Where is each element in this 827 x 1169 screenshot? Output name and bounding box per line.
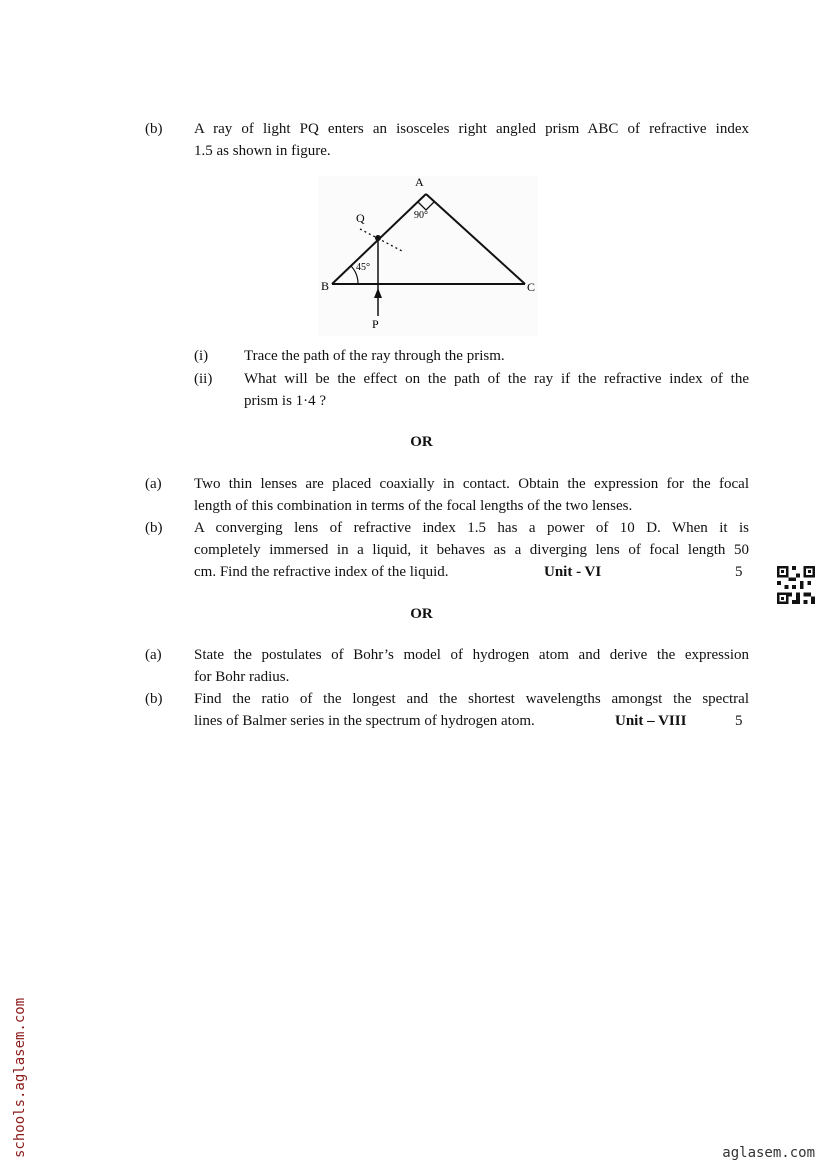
prism-diagram bbox=[318, 176, 538, 336]
unit-label: Unit – VIII bbox=[615, 713, 687, 729]
question-text: lines of Balmer series in the spectrum of hydrogen atom. bbox=[194, 713, 535, 729]
or-divider: OR bbox=[410, 434, 433, 450]
question-text: Find the ratio of the longest and the shortest wavelengths amongst the spectral bbox=[194, 691, 749, 707]
side-ac bbox=[426, 194, 525, 284]
sub-question-text: prism is 1·4 ? bbox=[244, 393, 327, 409]
marks: 5 bbox=[735, 713, 743, 729]
vertex-a-label: A bbox=[415, 176, 424, 189]
question-text: A ray of light PQ enters an isosceles right angled prism ABC of refractive index bbox=[194, 121, 749, 137]
question-label: (b) bbox=[145, 121, 163, 137]
point-p-label: P bbox=[372, 317, 379, 331]
question-text: 1.5 as shown in figure. bbox=[194, 143, 331, 159]
footer-watermark: aglasem.com bbox=[722, 1145, 815, 1161]
prism-figure bbox=[318, 176, 538, 336]
question-text: completely immersed in a liquid, it behaves as a diverging lens of focal length 50 bbox=[194, 542, 749, 558]
sub-question-text: What will be the effect on the path of the ray if the refractive index of the bbox=[244, 371, 749, 387]
sub-question-label: (i) bbox=[194, 348, 209, 364]
angle-b-label: 45° bbox=[356, 262, 370, 273]
vertex-b-label: B bbox=[321, 279, 330, 293]
question-label: (a) bbox=[145, 647, 162, 663]
question-label: (a) bbox=[145, 476, 162, 492]
or-divider: OR bbox=[410, 606, 433, 622]
question-label: (b) bbox=[145, 691, 163, 707]
right-angle-marker bbox=[418, 202, 434, 210]
vertex-c-label: C bbox=[527, 280, 536, 294]
question-label: (b) bbox=[145, 520, 163, 536]
point-q-label: Q bbox=[356, 211, 365, 225]
side-watermark: schools.aglasem.com bbox=[12, 997, 28, 1158]
question-text: Two thin lenses are placed coaxially in contact. Obtain the expression for the focal bbox=[194, 476, 749, 492]
question-text: cm. Find the refractive index of the liquid. bbox=[194, 564, 449, 580]
normal-line bbox=[360, 229, 402, 251]
question-text: for Bohr radius. bbox=[194, 669, 290, 685]
question-text: State the postulates of Bohr’s model of hydrogen atom and derive the expression bbox=[194, 647, 749, 663]
unit-label: Unit - VI bbox=[544, 564, 602, 580]
incidence-point bbox=[375, 235, 381, 241]
sub-question-label: (ii) bbox=[194, 371, 213, 387]
marks: 5 bbox=[735, 564, 743, 580]
sub-question-text: Trace the path of the ray through the prism. bbox=[244, 348, 505, 364]
ray-arrowhead bbox=[374, 288, 382, 298]
angle-a-label: 90° bbox=[414, 210, 428, 221]
question-text: length of this combination in terms of the focal lengths of the two lenses. bbox=[194, 498, 633, 514]
question-text: A converging lens of refractive index 1.5 has a power of 10 D. When it is bbox=[194, 520, 749, 536]
qr-code bbox=[776, 566, 816, 604]
